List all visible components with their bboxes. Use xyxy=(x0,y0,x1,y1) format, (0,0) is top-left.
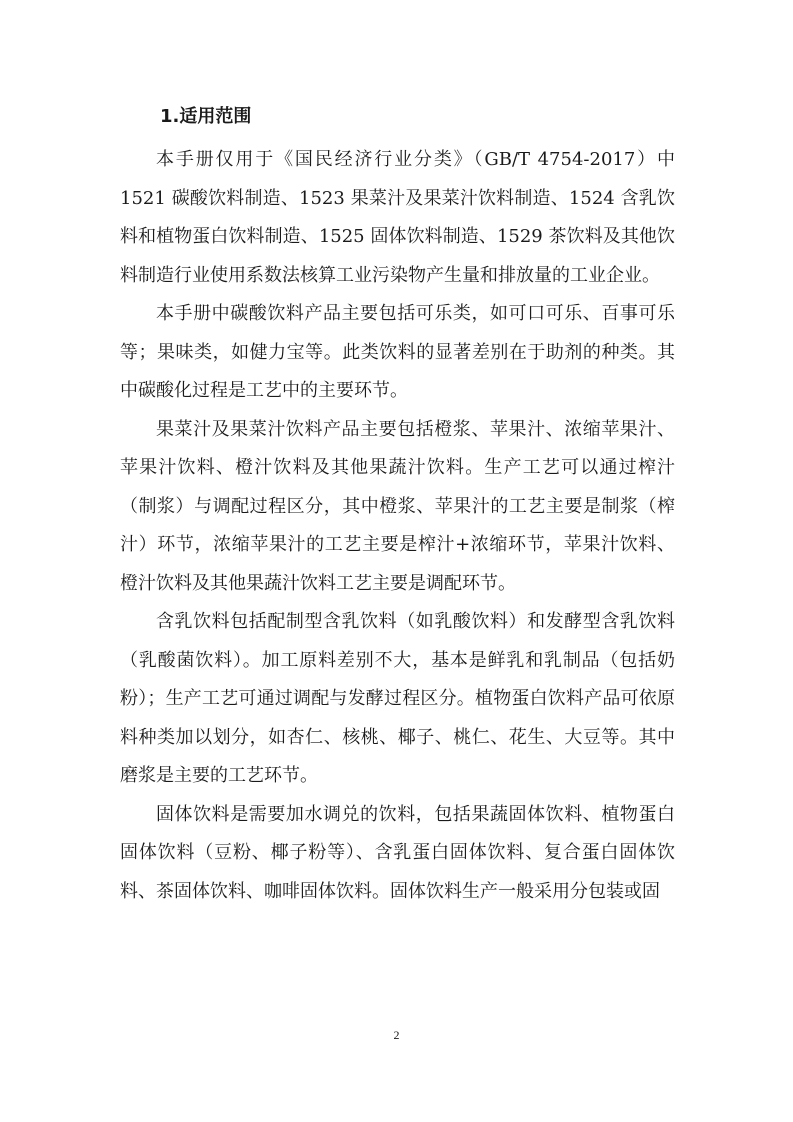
paragraph-milk-plant-protein-drinks: 含乳饮料包括配制型含乳饮料（如乳酸饮料）和发酵型含乳饮料（乳酸菌饮料）。加工原料差别不大，基本是鲜乳和乳制品（包括奶粉）；生产工艺可通过调配与发酵过程区分。植物蛋白饮料产品可依原料种类加以划分，如杏仁、核桃、椰子、桃仁、花生、大豆等。其中磨浆是主要的工艺环节。 xyxy=(120,611,675,786)
paragraph-solid-drinks: 固体饮料是需要加水调兑的饮料，包括果蔬固体饮料、植物蛋白固体饮料（豆粉、椰子粉等）、含乳蛋白固体饮料、复合蛋白固体饮料、茶固体饮料、咖啡固体饮料。固体饮料生产一般采用分包装或固 xyxy=(120,803,675,902)
paragraph-carbonated-drinks: 本手册中碳酸饮料产品主要包括可乐类，如可口可乐、百事可乐等；果味类，如健力宝等。此类饮料的显著差别在于助剂的种类。其中碳酸化过程是工艺中的主要环节。 xyxy=(120,303,675,401)
document-body xyxy=(120,141,675,911)
paragraph-scope: 本手册仅用于《国民经济行业分类》（GB/T 4754-2017）中 1521 碳酸饮料制造、1523 果菜汁及果菜汁饮料制造、1524 含乳饮料和植物蛋白饮料制造、1525 固体饮料制造、1529 茶饮料及其他饮料制造行业使用系数法核算工业污染物产生量和排放量的工业企业。 xyxy=(120,149,675,286)
page-number: 2 xyxy=(393,1028,400,1042)
paragraph-fruit-vegetable-juice: 果菜汁及果菜汁饮料产品主要包括橙浆、苹果汁、浓缩苹果汁、苹果汁饮料、橙汁饮料及其他果蔬汁饮料。生产工艺可以通过榨汁（制浆）与调配过程区分，其中橙浆、苹果汁的工艺主要是制浆（榨汁）环节，浓缩苹果汁的工艺主要是榨汁+浓缩环节，苹果汁饮料、橙汁饮料及其他果蔬汁饮料工艺主要是调配环节。 xyxy=(120,418,675,594)
section-heading: 1.适用范围 xyxy=(160,106,252,127)
